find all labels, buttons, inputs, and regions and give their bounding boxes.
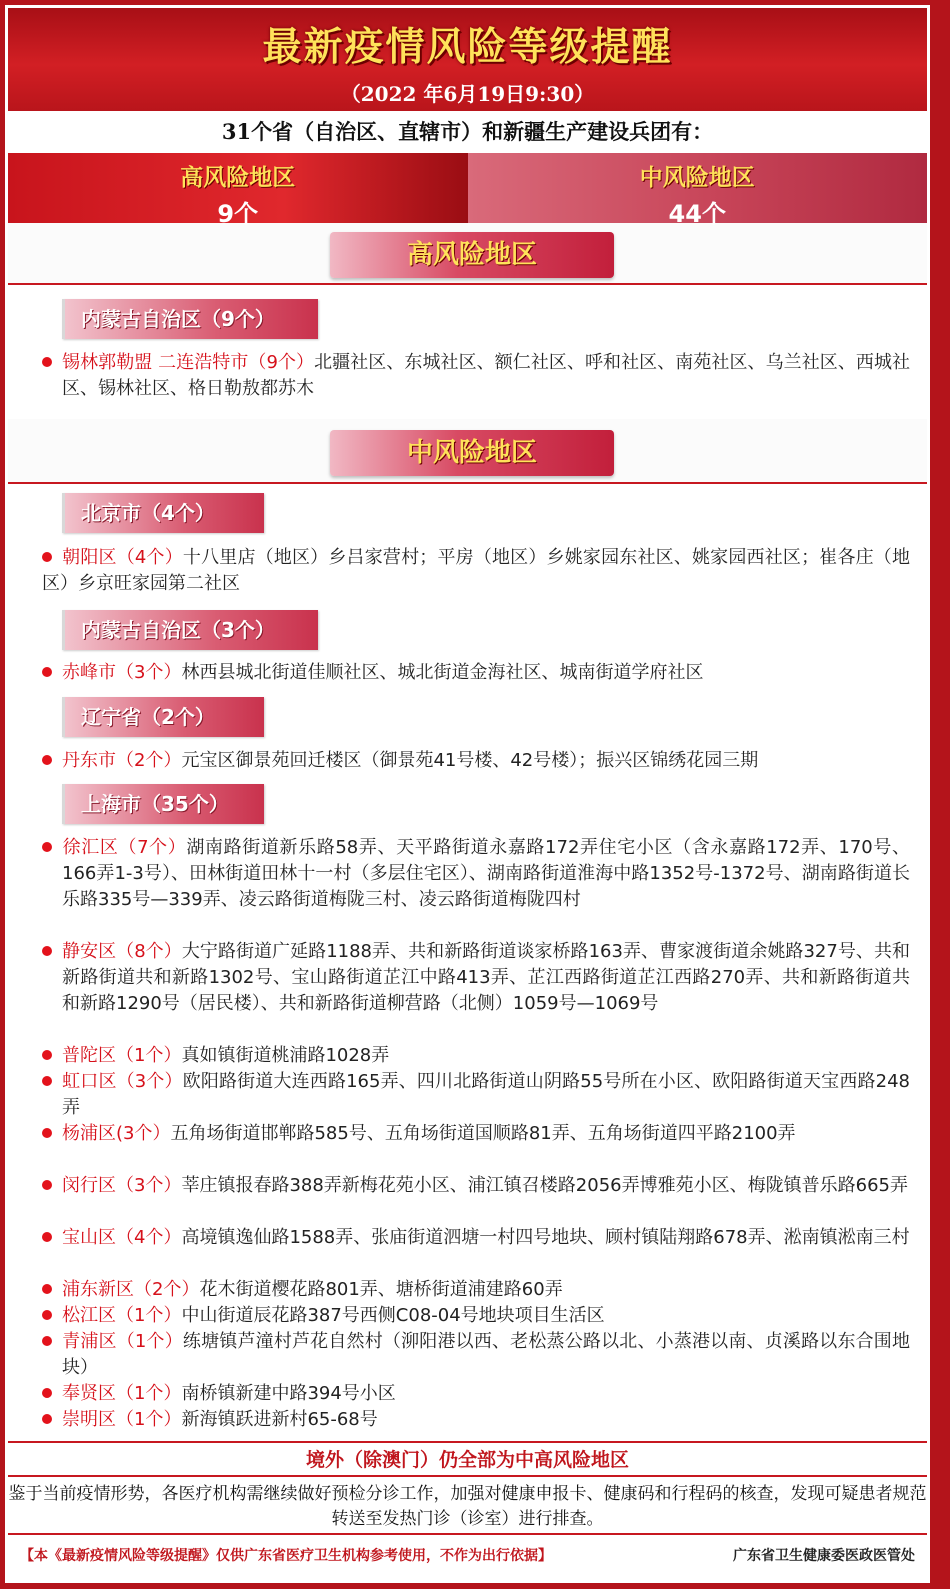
bullet-dot-icon [42, 1180, 52, 1190]
area-entry [42, 1329, 910, 1381]
area-entry [42, 939, 910, 1017]
bullet-dot-icon [42, 842, 52, 852]
area-list: 花木街道樱花路801弄、塘桥街道浦建路60弄 [199, 1279, 563, 1300]
area-list: 新海镇跃进新村65-68号 [181, 1409, 378, 1430]
area-list: 北疆社区、东城社区、额仁社区、呼和社区、南苑社区、乌兰社区、西城社区、锡林社区、格日勒敖都苏木 [62, 352, 910, 399]
footer [8, 1533, 927, 1580]
city-name: 奉贤区（1个） [62, 1383, 182, 1404]
mid-risk-count: 44个 [668, 200, 726, 228]
area-list: 高境镇逸仙路1588弄、张庙街道泗塘一村四号地块、顾村镇陆翔路678弄、淞南镇淞南三村 [181, 1227, 910, 1248]
area-list: 欧阳路街道大连西路165弄、四川北路街道山阴路55号所在小区、欧阳路街道天宝西路248弄 [62, 1071, 910, 1118]
area-entry [42, 1303, 910, 1329]
city-name: 闵行区（3个） [62, 1175, 182, 1196]
mid-risk-summary [468, 153, 928, 228]
bullet-dot-icon [42, 552, 52, 562]
area-list: 大宁路街道广延路1188弄、共和新路街道谈家桥路163弄、曹家渡街道余姚路327号、共和新路街道共和新路1302号、宝山路街道芷江中路413弄、芷江西路街道芷江西路270弄、共和新路街道共和新路1290号（居民楼）、共和新路街道柳营路（北侧）1059号—1069号 [62, 941, 910, 1014]
header [8, 8, 927, 111]
overseas-note: 境外（除澳门）仍全部为中高风险地区 [8, 1441, 927, 1475]
bullet-dot-icon [42, 1232, 52, 1242]
area-entry [42, 1381, 910, 1407]
area-entry [42, 1121, 910, 1147]
high-risk-count: 9个 [217, 200, 259, 228]
city-name: 徐汇区（7个） [62, 837, 187, 858]
bullet-dot-icon [42, 1336, 52, 1346]
area-list: 五角场街道邯郸路585号、五角场街道国顺路81弄、五角场街道四平路2100弄 [170, 1123, 796, 1144]
city-name: 锡林郭勒盟 二连浩特市（9个） [62, 352, 315, 373]
area-entry [42, 1225, 910, 1251]
city-name: 虹口区（3个） [62, 1071, 183, 1092]
area-list: 湖南路街道新乐路58弄、天平路街道永嘉路172弄住宅小区（含永嘉路172弄、170号、166弄1-3号）、田林街道田林十一村（多层住宅区）、湖南路街道淮海中路1352号-1372号、湖南路街道长乐路335号—339弄、凌云路街道梅陇三村、凌云路街道梅陇四村 [62, 837, 910, 910]
area-entry [42, 1173, 910, 1199]
area-list: 真如镇街道桃浦路1028弄 [181, 1045, 390, 1066]
city-name: 崇明区（1个） [62, 1409, 182, 1430]
area-entry [42, 1277, 910, 1303]
area-entry [42, 748, 910, 774]
city-name: 青浦区（1个） [62, 1331, 183, 1352]
city-name: 静安区（8个） [62, 941, 182, 962]
province-heading: 北京市（4个） [62, 493, 264, 533]
area-list: 南桥镇新建中路394号小区 [181, 1383, 396, 1404]
area-entry [42, 1407, 910, 1433]
province-heading: 内蒙古自治区（3个） [62, 610, 318, 650]
area-entry [42, 1069, 910, 1121]
page-title: 最新疫情风险等级提醒 [262, 25, 673, 70]
high-risk-summary [8, 153, 468, 228]
bullet-dot-icon [42, 946, 52, 956]
area-list: 练塘镇芦潼村芦花自然村（泖阳港以西、老松蒸公路以北、小蒸港以南、贞溪路以东合围地块） [62, 1331, 910, 1378]
area-entry [42, 350, 910, 402]
bullet-dot-icon [42, 667, 52, 677]
area-entry [42, 660, 910, 686]
bullet-dot-icon [42, 755, 52, 765]
city-name: 普陀区（1个） [62, 1045, 182, 1066]
area-entry [42, 1043, 910, 1069]
bullet-dot-icon [42, 1050, 52, 1060]
province-heading: 内蒙古自治区（9个） [62, 299, 318, 339]
mid-risk-label: 中风险地区 [639, 165, 755, 191]
city-name: 宝山区（4个） [62, 1227, 182, 1248]
bullet-dot-icon [42, 1310, 52, 1320]
area-entry [42, 545, 910, 597]
bullet-dot-icon [42, 1414, 52, 1424]
area-entry [42, 835, 910, 913]
notice-frame [5, 5, 930, 1583]
bullet-dot-icon [42, 1076, 52, 1086]
area-list: 元宝区御景苑回迁楼区（御景苑41号楼、42号楼）；振兴区锦绣花园三期 [181, 750, 759, 771]
area-list: 林西县城北街道佳顺社区、城北街道金海社区、城南街道学府社区 [181, 662, 704, 683]
province-heading: 辽宁省（2个） [62, 697, 264, 737]
medical-advice: 鉴于当前疫情形势，各医疗机构需继续做好预检分诊工作，加强对健康申报卡、健康码和行程码的核查，发现可疑患者规范转送至发热门诊（诊室）进行排查。 [8, 1475, 927, 1533]
bullet-dot-icon [42, 1388, 52, 1398]
city-name: 朝阳区（4个） [62, 547, 183, 568]
area-list: 莘庄镇报春路388弄新梅花苑小区、浦江镇召楼路2056弄博雅苑小区、梅陇镇普乐路665弄 [181, 1175, 908, 1196]
publish-date: （2022 年6月19日9:30） [340, 82, 595, 106]
city-name: 松江区（1个） [62, 1305, 182, 1326]
city-name: 赤峰市（3个） [62, 662, 182, 683]
high-risk-label: 高风险地区 [180, 165, 296, 191]
high-risk-banner: 高风险地区 [330, 232, 614, 278]
risk-summary [8, 153, 927, 228]
bullet-dot-icon [42, 357, 52, 367]
city-name: 丹东市（2个） [62, 750, 182, 771]
issuing-organization: 广东省卫生健康委医政医管处 [733, 1548, 915, 1564]
city-name: 浦东新区（2个） [62, 1279, 200, 1300]
scope-subtitle: 31个省（自治区、直辖市）和新疆生产建设兵团有： [8, 111, 927, 153]
province-heading: 上海市（35个） [62, 784, 264, 824]
bullet-dot-icon [42, 1284, 52, 1294]
city-name: 杨浦区(3个） [62, 1123, 171, 1144]
disclaimer: 【本《最新疫情风险等级提醒》仅供广东省医疗卫生机构参考使用，不作为出行依据】 [20, 1548, 552, 1564]
area-list: 十八里店（地区）乡吕家营村；平房（地区）乡姚家园东社区、姚家园西社区；崔各庄（地区）乡京旺家园第二社区 [42, 547, 910, 594]
area-list: 中山街道辰花路387号西侧C08-04号地块项目生活区 [181, 1305, 605, 1326]
bullet-dot-icon [42, 1128, 52, 1138]
mid-risk-banner: 中风险地区 [330, 430, 614, 476]
